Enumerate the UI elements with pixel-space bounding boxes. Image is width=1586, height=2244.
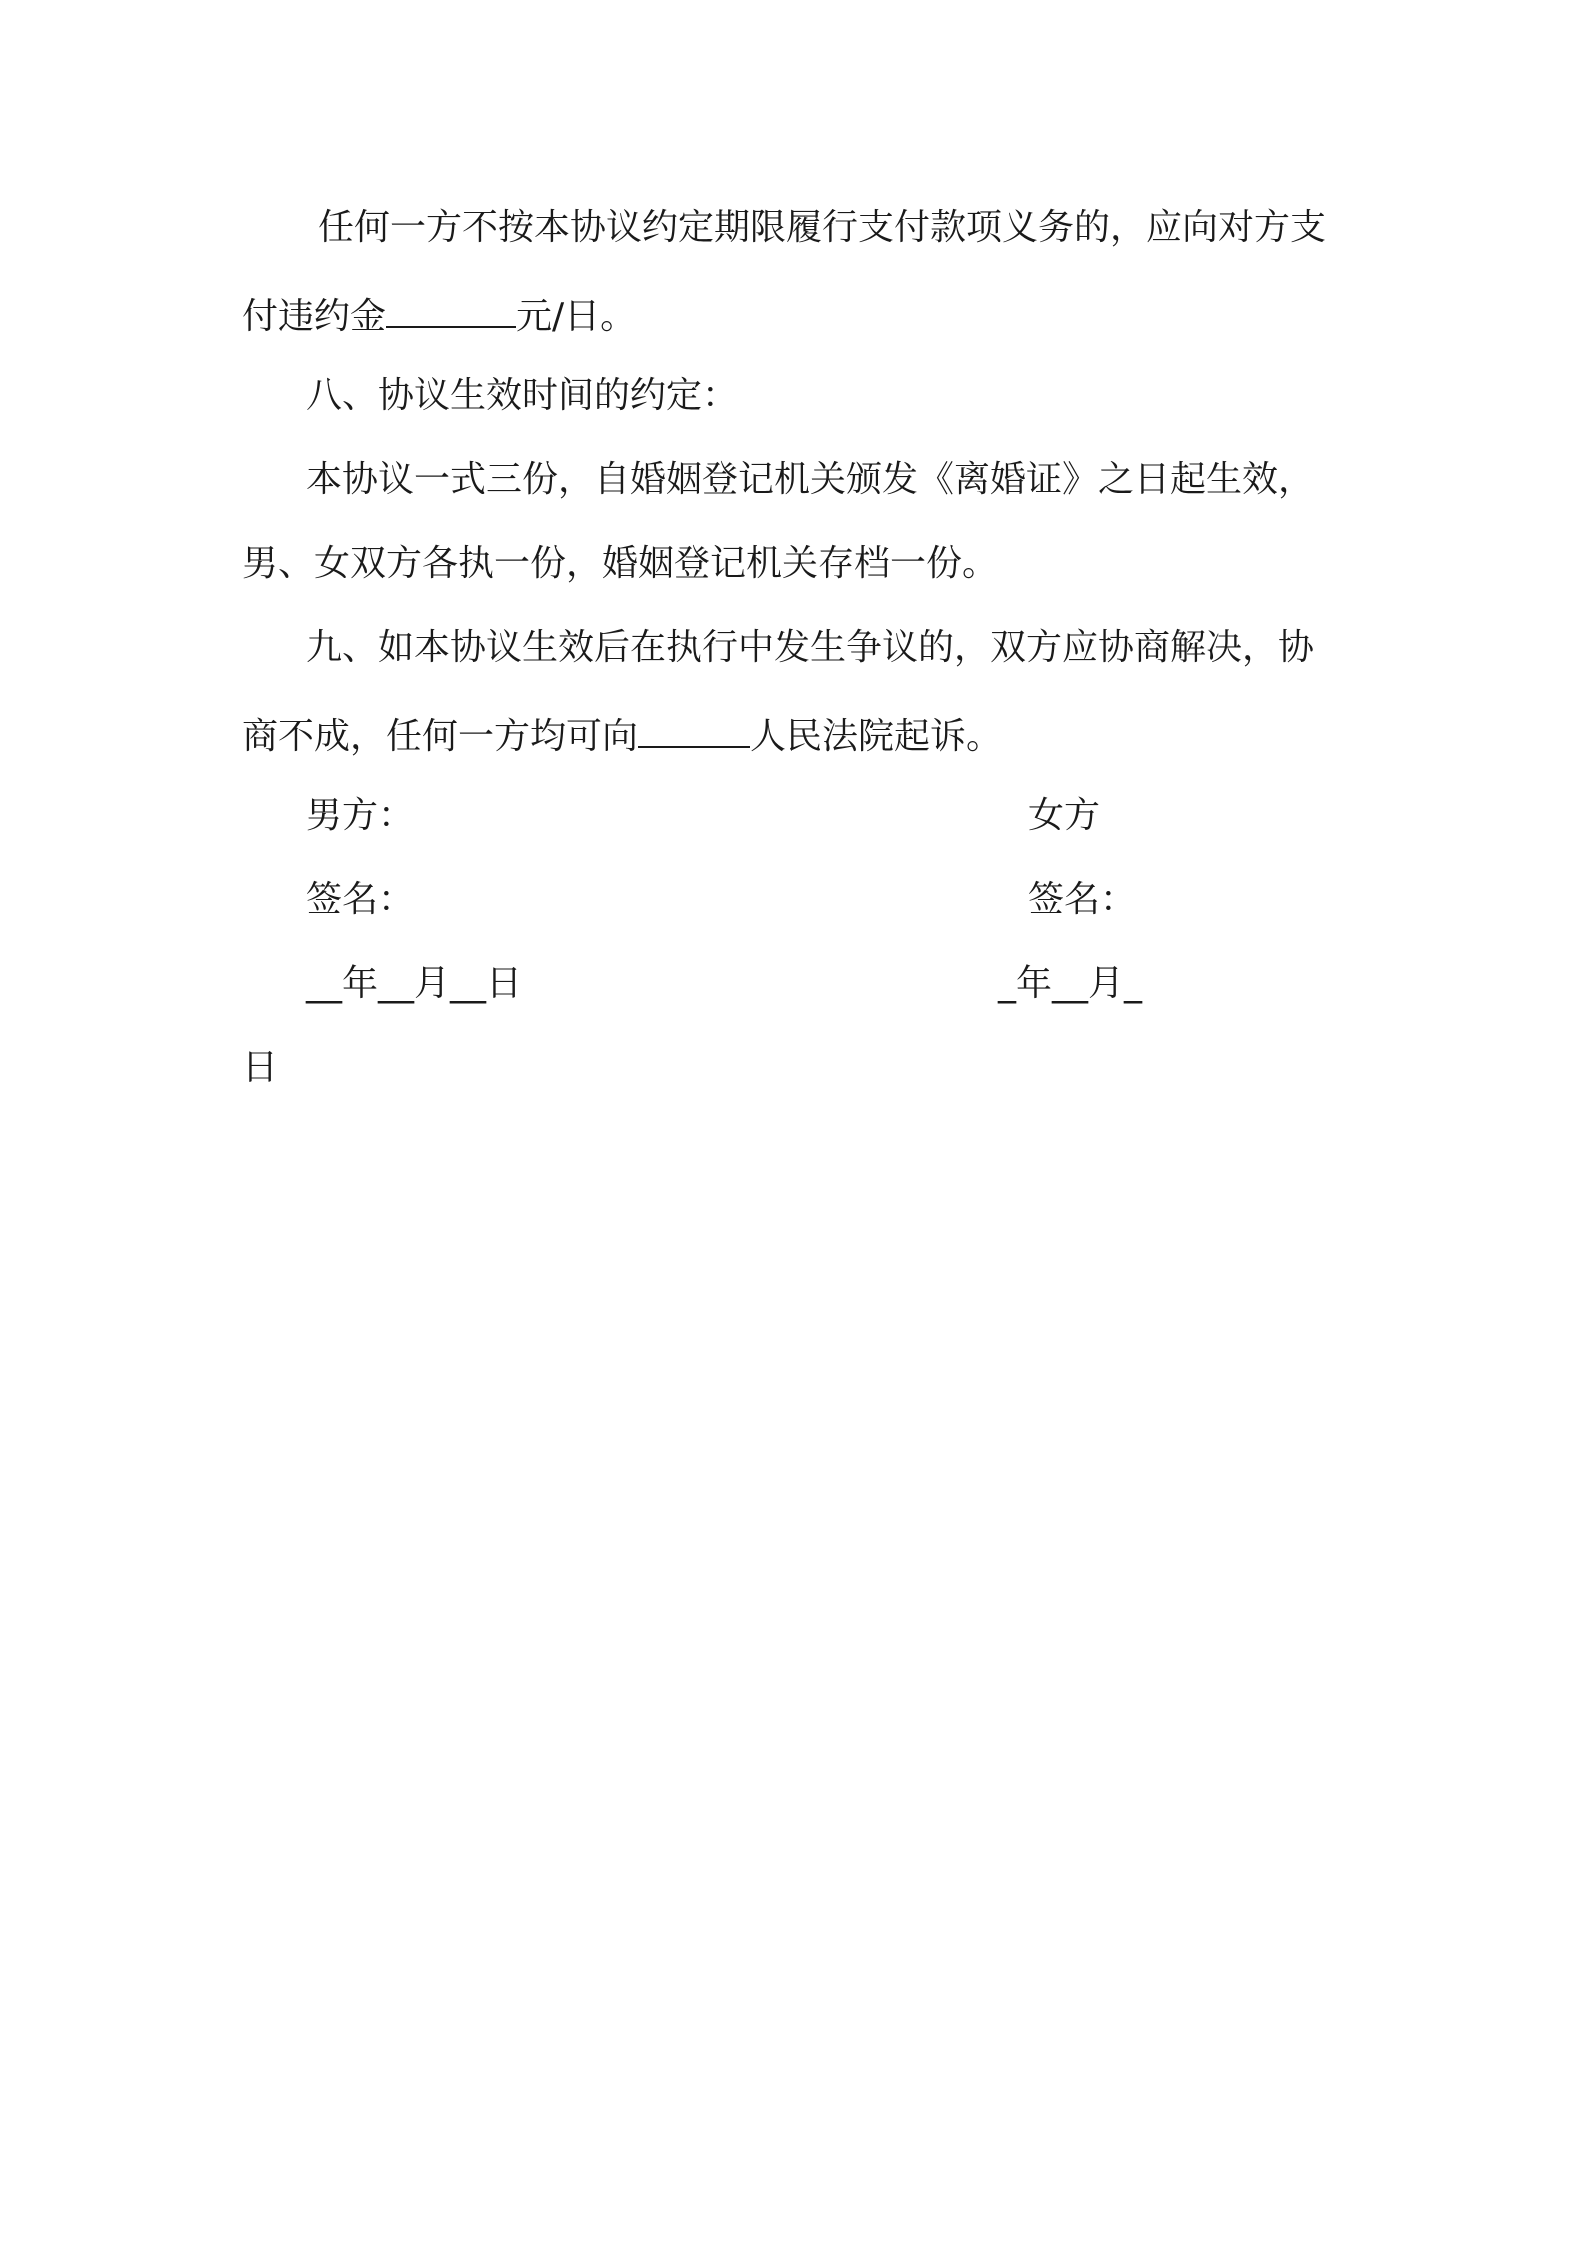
- female-date-wrap: 日: [242, 1047, 279, 1088]
- para1-line2-after: 元/日。: [516, 296, 637, 337]
- female-party-label: 女方: [1028, 795, 1101, 836]
- section8-line2: 男、女双方各执一份，婚姻登记机关存档一份。: [242, 543, 999, 584]
- section9-line2-before: 商不成，任何一方均可向: [242, 716, 639, 757]
- male-date: __年__月__日: [306, 963, 523, 1004]
- section8-line1: 本协议一式三份，自婚姻登记机关颁发《离婚证》之日起生效，: [306, 459, 1315, 500]
- penalty-amount-blank[interactable]: [386, 290, 516, 328]
- male-signature-label: 签名：: [306, 879, 415, 920]
- para1-line2-before: 付违约金: [242, 296, 387, 337]
- female-signature-label: 签名：: [1028, 879, 1137, 920]
- male-party-label: 男方：: [306, 795, 415, 836]
- section8-heading: 八、协议生效时间的约定：: [306, 375, 739, 416]
- female-date: _年__月_: [998, 963, 1143, 1004]
- para1-line1: 任何一方不按本协议约定期限履行支付款项义务的，应向对方支: [318, 207, 1327, 248]
- section9-line1: 九、如本协议生效后在执行中发生争议的，双方应协商解决，协: [306, 627, 1315, 668]
- court-name-blank[interactable]: [638, 710, 750, 748]
- section9-line2: [242, 710, 1002, 759]
- para1-line2: [242, 290, 636, 339]
- section9-line2-after: 人民法院起诉。: [750, 716, 1003, 757]
